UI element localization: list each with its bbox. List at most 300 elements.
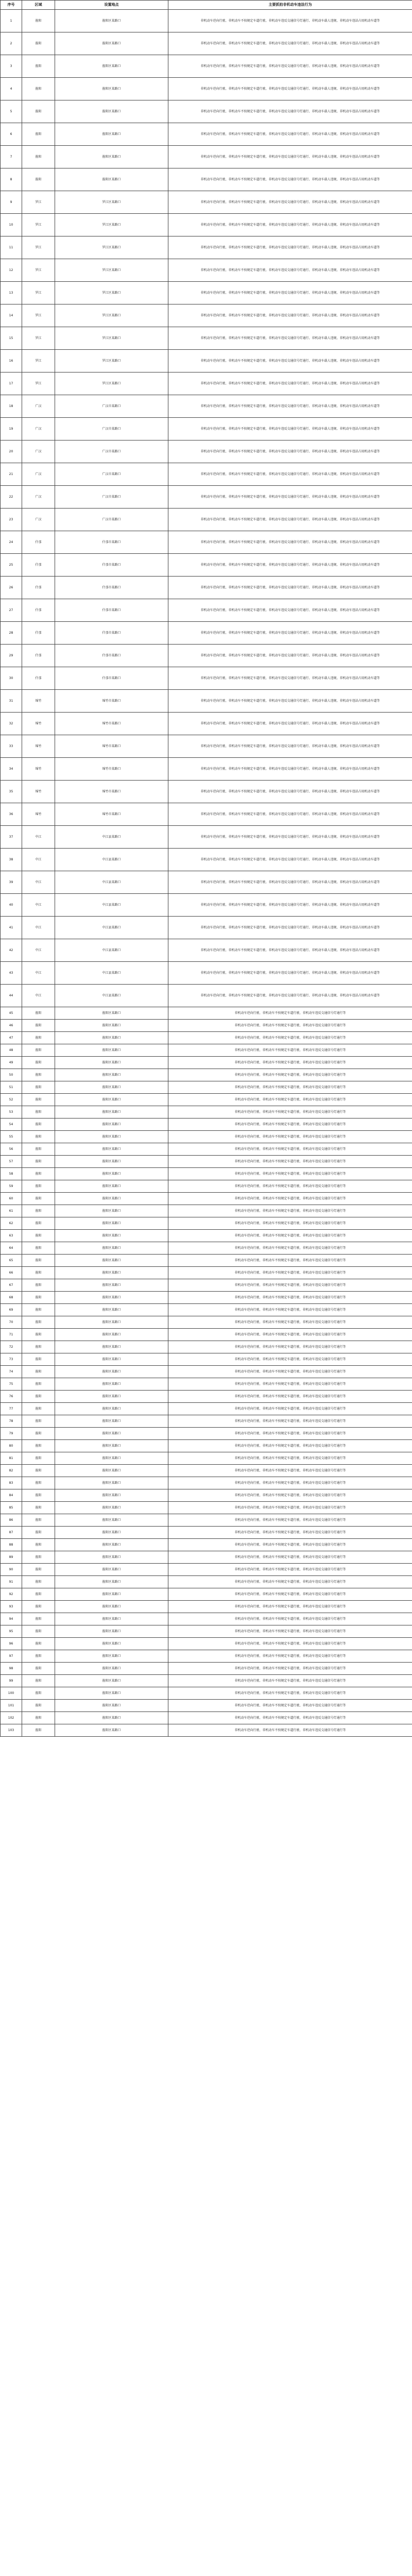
row-number: 99 xyxy=(1,1675,22,1687)
table-row xyxy=(1,1415,412,1428)
row-region: 旌阳 xyxy=(22,1539,55,1551)
row-violations: 非机动车逆向行驶、非机动车不按规定车道行驶、非机动车违反交通信号灯通行等 xyxy=(168,1440,412,1452)
row-location: 罗江区某路口 xyxy=(55,259,168,282)
row-violations: 非机动车逆向行驶、非机动车不按规定车道行驶、非机动车违反交通信号灯通行等 xyxy=(168,1601,412,1613)
row-violations: 非机动车逆向行驶、非机动车不按规定车道行驶、非机动车违反交通信号灯通行、非机动车载人违规、非机动车违法占用机动车道等 xyxy=(168,917,412,939)
row-region: 旌阳 xyxy=(22,1094,55,1106)
row-location: 罗江区某路口 xyxy=(55,372,168,395)
table-row xyxy=(1,1601,412,1613)
table-row xyxy=(1,1539,412,1551)
table-row xyxy=(1,531,412,554)
row-location: 旌阳区某路口 xyxy=(55,1700,168,1712)
row-location: 中江县某路口 xyxy=(55,894,168,917)
row-region: 旌阳 xyxy=(22,1292,55,1304)
table-row xyxy=(1,1255,412,1267)
row-number: 81 xyxy=(1,1452,22,1465)
row-location: 旌阳区某路口 xyxy=(55,1316,168,1329)
row-violations: 非机动车逆向行驶、非机动车不按规定车道行驶、非机动车违反交通信号灯通行、非机动车载人违规、非机动车违法占用机动车道等 xyxy=(168,123,412,146)
row-region: 旌阳 xyxy=(22,1081,55,1094)
row-region: 中江 xyxy=(22,849,55,871)
row-location: 旌阳区某路口 xyxy=(55,1663,168,1675)
row-location: 旌阳区某路口 xyxy=(55,1428,168,1440)
row-violations: 非机动车逆向行驶、非机动车不按规定车道行驶、非机动车违反交通信号灯通行等 xyxy=(168,1650,412,1663)
table-row xyxy=(1,1230,412,1242)
row-number: 14 xyxy=(1,304,22,327)
row-location: 什邡市某路口 xyxy=(55,645,168,667)
table-row xyxy=(1,1514,412,1527)
row-location: 什邡市某路口 xyxy=(55,622,168,645)
row-region: 旌阳 xyxy=(22,1527,55,1539)
row-location: 旌阳区某路口 xyxy=(55,1477,168,1489)
row-location: 旌阳区某路口 xyxy=(55,1156,168,1168)
table-row xyxy=(1,1675,412,1687)
row-violations: 非机动车逆向行驶、非机动车不按规定车道行驶、非机动车违反交通信号灯通行、非机动车载人违规、非机动车违法占用机动车道等 xyxy=(168,191,412,214)
table-row xyxy=(1,645,412,667)
row-location: 旌阳区某路口 xyxy=(55,1217,168,1230)
row-violations: 非机动车逆向行驶、非机动车不按规定车道行驶、非机动车违反交通信号灯通行、非机动车载人违规、非机动车违法占用机动车道等 xyxy=(168,282,412,304)
row-number: 66 xyxy=(1,1267,22,1279)
row-number: 19 xyxy=(1,418,22,440)
row-number: 55 xyxy=(1,1131,22,1143)
row-location: 旌阳区某路口 xyxy=(55,1712,168,1724)
table-row xyxy=(1,1650,412,1663)
row-location: 旌阳区某路口 xyxy=(55,1032,168,1044)
row-violations: 非机动车逆向行驶、非机动车不按规定车道行驶、非机动车违反交通信号灯通行等 xyxy=(168,1428,412,1440)
table-row xyxy=(1,509,412,531)
row-violations: 非机动车逆向行驶、非机动车不按规定车道行驶、非机动车违反交通信号灯通行等 xyxy=(168,1638,412,1650)
row-violations: 非机动车逆向行驶、非机动车不按规定车道行驶、非机动车违反交通信号灯通行等 xyxy=(168,1613,412,1625)
row-violations: 非机动车逆向行驶、非机动车不按规定车道行驶、非机动车违反交通信号灯通行、非机动车载人违规、非机动车违法占用机动车道等 xyxy=(168,577,412,599)
table-row xyxy=(1,1638,412,1650)
row-violations: 非机动车逆向行驶、非机动车不按规定车道行驶、非机动车违反交通信号灯通行等 xyxy=(168,1514,412,1527)
row-number: 98 xyxy=(1,1663,22,1675)
table-row xyxy=(1,1687,412,1700)
row-violations: 非机动车逆向行驶、非机动车不按规定车道行驶、非机动车违反交通信号灯通行等 xyxy=(168,1180,412,1193)
row-number: 83 xyxy=(1,1477,22,1489)
row-location: 旌阳区某路口 xyxy=(55,123,168,146)
row-number: 63 xyxy=(1,1230,22,1242)
row-violations: 非机动车逆向行驶、非机动车不按规定车道行驶、非机动车违反交通信号灯通行、非机动车载人违规、非机动车违法占用机动车道等 xyxy=(168,463,412,486)
table-row xyxy=(1,1551,412,1564)
row-violations: 非机动车逆向行驶、非机动车不按规定车道行驶、非机动车违反交通信号灯通行等 xyxy=(168,1279,412,1292)
row-region: 旌阳 xyxy=(22,1106,55,1118)
row-violations: 非机动车逆向行驶、非机动车不按规定车道行驶、非机动车违反交通信号灯通行、非机动车载人违规、非机动车违法占用机动车道等 xyxy=(168,939,412,962)
row-location: 什邡市某路口 xyxy=(55,554,168,577)
row-location: 旌阳区某路口 xyxy=(55,1007,168,1020)
row-number: 59 xyxy=(1,1180,22,1193)
row-number: 50 xyxy=(1,1069,22,1081)
row-region: 什邡 xyxy=(22,667,55,690)
row-number: 58 xyxy=(1,1168,22,1180)
row-region: 旌阳 xyxy=(22,1724,55,1737)
row-location: 广汉市某路口 xyxy=(55,440,168,463)
table-row xyxy=(1,1292,412,1304)
row-location: 旌阳区某路口 xyxy=(55,1279,168,1292)
row-region: 旌阳 xyxy=(22,1168,55,1180)
row-location: 旌阳区某路口 xyxy=(55,1255,168,1267)
header-region: 区域 xyxy=(22,1,55,10)
table-row xyxy=(1,1143,412,1156)
row-number: 16 xyxy=(1,350,22,372)
row-violations: 非机动车逆向行驶、非机动车不按规定车道行驶、非机动车违反交通信号灯通行等 xyxy=(168,1588,412,1601)
row-violations: 非机动车逆向行驶、非机动车不按规定车道行驶、非机动车违反交通信号灯通行等 xyxy=(168,1094,412,1106)
row-region: 旌阳 xyxy=(22,1514,55,1527)
row-location: 绵竹市某路口 xyxy=(55,690,168,713)
row-location: 旌阳区某路口 xyxy=(55,1353,168,1366)
row-region: 绵竹 xyxy=(22,803,55,826)
row-region: 旌阳 xyxy=(22,55,55,78)
table-row xyxy=(1,1428,412,1440)
table-row xyxy=(1,962,412,985)
row-region: 旌阳 xyxy=(22,1230,55,1242)
row-violations: 非机动车逆向行驶、非机动车不按规定车道行驶、非机动车违反交通信号灯通行、非机动车载人违规、非机动车违法占用机动车道等 xyxy=(168,735,412,758)
row-location: 中江县某路口 xyxy=(55,849,168,871)
row-violations: 非机动车逆向行驶、非机动车不按规定车道行驶、非机动车违反交通信号灯通行等 xyxy=(168,1465,412,1477)
row-violations: 非机动车逆向行驶、非机动车不按规定车道行驶、非机动车违反交通信号灯通行、非机动车载人违规、非机动车违法占用机动车道等 xyxy=(168,962,412,985)
row-location: 旌阳区某路口 xyxy=(55,1057,168,1069)
row-region: 旌阳 xyxy=(22,1069,55,1081)
row-violations: 非机动车逆向行驶、非机动车不按规定车道行驶、非机动车违反交通信号灯通行等 xyxy=(168,1477,412,1489)
table-row xyxy=(1,758,412,781)
row-violations: 非机动车逆向行驶、非机动车不按规定车道行驶、非机动车违反交通信号灯通行、非机动车载人违规、非机动车违法占用机动车道等 xyxy=(168,871,412,894)
row-location: 广汉市某路口 xyxy=(55,509,168,531)
table-row xyxy=(1,1403,412,1415)
row-region: 旌阳 xyxy=(22,1477,55,1489)
row-region: 旌阳 xyxy=(22,1712,55,1724)
row-number: 90 xyxy=(1,1564,22,1576)
row-violations: 非机动车逆向行驶、非机动车不按规定车道行驶、非机动车违反交通信号灯通行等 xyxy=(168,1081,412,1094)
row-number: 18 xyxy=(1,395,22,418)
row-number: 23 xyxy=(1,509,22,531)
row-violations: 非机动车逆向行驶、非机动车不按规定车道行驶、非机动车违反交通信号灯通行等 xyxy=(168,1106,412,1118)
table-row xyxy=(1,1341,412,1353)
row-region: 旌阳 xyxy=(22,1279,55,1292)
row-location: 广汉市某路口 xyxy=(55,463,168,486)
row-violations: 非机动车逆向行驶、非机动车不按规定车道行驶、非机动车违反交通信号灯通行、非机动车载人违规、非机动车违法占用机动车道等 xyxy=(168,486,412,509)
row-region: 旌阳 xyxy=(22,1255,55,1267)
row-violations: 非机动车逆向行驶、非机动车不按规定车道行驶、非机动车违反交通信号灯通行、非机动车载人违规、非机动车违法占用机动车道等 xyxy=(168,214,412,236)
row-number: 41 xyxy=(1,917,22,939)
row-violations: 非机动车逆向行驶、非机动车不按规定车道行驶、非机动车违反交通信号灯通行等 xyxy=(168,1625,412,1638)
table-row xyxy=(1,1576,412,1588)
table-row xyxy=(1,168,412,191)
row-violations: 非机动车逆向行驶、非机动车不按规定车道行驶、非机动车违反交通信号灯通行、非机动车载人违规、非机动车违法占用机动车道等 xyxy=(168,78,412,100)
row-number: 82 xyxy=(1,1465,22,1477)
row-region: 旌阳 xyxy=(22,1502,55,1514)
row-region: 旌阳 xyxy=(22,146,55,168)
row-location: 旌阳区某路口 xyxy=(55,78,168,100)
row-location: 旌阳区某路口 xyxy=(55,32,168,55)
row-location: 罗江区某路口 xyxy=(55,304,168,327)
header-violations: 主要抓拍非机动车违法行为 xyxy=(168,1,412,10)
row-number: 36 xyxy=(1,803,22,826)
table-row xyxy=(1,554,412,577)
row-violations: 非机动车逆向行驶、非机动车不按规定车道行驶、非机动车违反交通信号灯通行等 xyxy=(168,1712,412,1724)
row-violations: 非机动车逆向行驶、非机动车不按规定车道行驶、非机动车违反交通信号灯通行等 xyxy=(168,1378,412,1391)
row-region: 旌阳 xyxy=(22,1131,55,1143)
table-row xyxy=(1,599,412,622)
row-region: 旌阳 xyxy=(22,1551,55,1564)
row-number: 69 xyxy=(1,1304,22,1316)
row-region: 广汉 xyxy=(22,418,55,440)
row-region: 旌阳 xyxy=(22,1613,55,1625)
row-location: 绵竹市某路口 xyxy=(55,713,168,735)
row-violations: 非机动车逆向行驶、非机动车不按规定车道行驶、非机动车违反交通信号灯通行等 xyxy=(168,1069,412,1081)
row-number: 76 xyxy=(1,1391,22,1403)
row-region: 中江 xyxy=(22,939,55,962)
row-violations: 非机动车逆向行驶、非机动车不按规定车道行驶、非机动车违反交通信号灯通行、非机动车载人违规、非机动车违法占用机动车道等 xyxy=(168,599,412,622)
table-row xyxy=(1,985,412,1007)
table-row xyxy=(1,871,412,894)
row-location: 中江县某路口 xyxy=(55,962,168,985)
row-region: 旌阳 xyxy=(22,10,55,32)
row-violations: 非机动车逆向行驶、非机动车不按规定车道行驶、非机动车违反交通信号灯通行等 xyxy=(168,1143,412,1156)
row-number: 6 xyxy=(1,123,22,146)
row-violations: 非机动车逆向行驶、非机动车不按规定车道行驶、非机动车违反交通信号灯通行等 xyxy=(168,1020,412,1032)
row-number: 72 xyxy=(1,1341,22,1353)
row-region: 旌阳 xyxy=(22,1687,55,1700)
row-region: 中江 xyxy=(22,826,55,849)
row-location: 旌阳区某路口 xyxy=(55,1588,168,1601)
row-region: 绵竹 xyxy=(22,758,55,781)
row-number: 21 xyxy=(1,463,22,486)
row-number: 62 xyxy=(1,1217,22,1230)
row-violations: 非机动车逆向行驶、非机动车不按规定车道行驶、非机动车违反交通信号灯通行等 xyxy=(168,1156,412,1168)
row-location: 旌阳区某路口 xyxy=(55,1180,168,1193)
row-violations: 非机动车逆向行驶、非机动车不按规定车道行驶、非机动车违反交通信号灯通行、非机动车载人违规、非机动车违法占用机动车道等 xyxy=(168,803,412,826)
table-row xyxy=(1,1205,412,1217)
row-violations: 非机动车逆向行驶、非机动车不按规定车道行驶、非机动车违反交通信号灯通行、非机动车载人违规、非机动车违法占用机动车道等 xyxy=(168,236,412,259)
table-row xyxy=(1,1588,412,1601)
row-location: 旌阳区某路口 xyxy=(55,1502,168,1514)
row-number: 7 xyxy=(1,146,22,168)
row-violations: 非机动车逆向行驶、非机动车不按规定车道行驶、非机动车违反交通信号灯通行等 xyxy=(168,1564,412,1576)
row-number: 45 xyxy=(1,1007,22,1020)
row-location: 旌阳区某路口 xyxy=(55,1527,168,1539)
row-number: 84 xyxy=(1,1489,22,1502)
table-row xyxy=(1,1489,412,1502)
row-number: 33 xyxy=(1,735,22,758)
row-region: 旌阳 xyxy=(22,32,55,55)
row-violations: 非机动车逆向行驶、非机动车不按规定车道行驶、非机动车违反交通信号灯通行等 xyxy=(168,1341,412,1353)
row-location: 旌阳区某路口 xyxy=(55,1724,168,1737)
row-violations: 非机动车逆向行驶、非机动车不按规定车道行驶、非机动车违反交通信号灯通行、非机动车载人违规、非机动车违法占用机动车道等 xyxy=(168,327,412,350)
table-row xyxy=(1,1057,412,1069)
row-region: 罗江 xyxy=(22,236,55,259)
row-location: 广汉市某路口 xyxy=(55,395,168,418)
table-row xyxy=(1,78,412,100)
row-violations: 非机动车逆向行驶、非机动车不按规定车道行驶、非机动车违反交通信号灯通行等 xyxy=(168,1267,412,1279)
table-row xyxy=(1,123,412,146)
row-number: 103 xyxy=(1,1724,22,1737)
row-violations: 非机动车逆向行驶、非机动车不按规定车道行驶、非机动车违反交通信号灯通行等 xyxy=(168,1675,412,1687)
row-number: 85 xyxy=(1,1502,22,1514)
table-row xyxy=(1,10,412,32)
row-region: 中江 xyxy=(22,871,55,894)
table-row xyxy=(1,1329,412,1341)
row-region: 罗江 xyxy=(22,214,55,236)
row-number: 102 xyxy=(1,1712,22,1724)
row-region: 绵竹 xyxy=(22,781,55,803)
row-location: 旌阳区某路口 xyxy=(55,1143,168,1156)
row-region: 什邡 xyxy=(22,577,55,599)
row-region: 广汉 xyxy=(22,463,55,486)
row-violations: 非机动车逆向行驶、非机动车不按规定车道行驶、非机动车违反交通信号灯通行等 xyxy=(168,1724,412,1737)
table-body xyxy=(1,10,412,1737)
row-violations: 非机动车逆向行驶、非机动车不按规定车道行驶、非机动车违反交通信号灯通行、非机动车载人违规、非机动车违法占用机动车道等 xyxy=(168,645,412,667)
row-number: 30 xyxy=(1,667,22,690)
row-violations: 非机动车逆向行驶、非机动车不按规定车道行驶、非机动车违反交通信号灯通行等 xyxy=(168,1292,412,1304)
row-number: 54 xyxy=(1,1118,22,1131)
row-region: 旌阳 xyxy=(22,1378,55,1391)
row-violations: 非机动车逆向行驶、非机动车不按规定车道行驶、非机动车违反交通信号灯通行、非机动车载人违规、非机动车违法占用机动车道等 xyxy=(168,304,412,327)
header-location: 设置地点 xyxy=(55,1,168,10)
table-row xyxy=(1,781,412,803)
row-number: 9 xyxy=(1,191,22,214)
row-region: 什邡 xyxy=(22,554,55,577)
table-row xyxy=(1,146,412,168)
row-location: 旌阳区某路口 xyxy=(55,1514,168,1527)
table-row xyxy=(1,1156,412,1168)
row-location: 中江县某路口 xyxy=(55,939,168,962)
table-row xyxy=(1,1625,412,1638)
row-violations: 非机动车逆向行驶、非机动车不按规定车道行驶、非机动车违反交通信号灯通行、非机动车载人违规、非机动车违法占用机动车道等 xyxy=(168,531,412,554)
row-region: 中江 xyxy=(22,985,55,1007)
table-row xyxy=(1,735,412,758)
row-number: 73 xyxy=(1,1353,22,1366)
row-region: 绵竹 xyxy=(22,690,55,713)
row-number: 40 xyxy=(1,894,22,917)
row-number: 61 xyxy=(1,1205,22,1217)
row-location: 旌阳区某路口 xyxy=(55,1391,168,1403)
row-region: 广汉 xyxy=(22,440,55,463)
table-row xyxy=(1,486,412,509)
row-location: 广汉市某路口 xyxy=(55,418,168,440)
row-location: 绵竹市某路口 xyxy=(55,735,168,758)
row-number: 1 xyxy=(1,10,22,32)
row-region: 罗江 xyxy=(22,350,55,372)
row-location: 旌阳区某路口 xyxy=(55,1675,168,1687)
row-region: 旌阳 xyxy=(22,1020,55,1032)
row-number: 20 xyxy=(1,440,22,463)
row-location: 中江县某路口 xyxy=(55,985,168,1007)
row-violations: 非机动车逆向行驶、非机动车不按规定车道行驶、非机动车违反交通信号灯通行等 xyxy=(168,1255,412,1267)
row-region: 旌阳 xyxy=(22,1675,55,1687)
table-row xyxy=(1,1081,412,1094)
row-violations: 非机动车逆向行驶、非机动车不按规定车道行驶、非机动车违反交通信号灯通行等 xyxy=(168,1316,412,1329)
row-location: 旌阳区某路口 xyxy=(55,1020,168,1032)
row-location: 罗江区某路口 xyxy=(55,282,168,304)
row-region: 旌阳 xyxy=(22,1242,55,1255)
row-number: 37 xyxy=(1,826,22,849)
row-violations: 非机动车逆向行驶、非机动车不按规定车道行驶、非机动车违反交通信号灯通行、非机动车载人违规、非机动车违法占用机动车道等 xyxy=(168,622,412,645)
row-violations: 非机动车逆向行驶、非机动车不按规定车道行驶、非机动车违反交通信号灯通行、非机动车载人违规、非机动车违法占用机动车道等 xyxy=(168,509,412,531)
row-region: 广汉 xyxy=(22,509,55,531)
row-location: 旌阳区某路口 xyxy=(55,1440,168,1452)
row-region: 罗江 xyxy=(22,259,55,282)
row-number: 67 xyxy=(1,1279,22,1292)
row-violations: 非机动车逆向行驶、非机动车不按规定车道行驶、非机动车违反交通信号灯通行、非机动车载人违规、非机动车违法占用机动车道等 xyxy=(168,985,412,1007)
table-row xyxy=(1,395,412,418)
row-violations: 非机动车逆向行驶、非机动车不按规定车道行驶、非机动车违反交通信号灯通行等 xyxy=(168,1217,412,1230)
row-region: 旌阳 xyxy=(22,1057,55,1069)
row-location: 旌阳区某路口 xyxy=(55,168,168,191)
table-row xyxy=(1,1193,412,1205)
table-row xyxy=(1,826,412,849)
row-region: 旌阳 xyxy=(22,1403,55,1415)
row-region: 广汉 xyxy=(22,395,55,418)
row-region: 什邡 xyxy=(22,622,55,645)
row-number: 75 xyxy=(1,1378,22,1391)
table-row xyxy=(1,259,412,282)
row-number: 5 xyxy=(1,100,22,123)
row-location: 旌阳区某路口 xyxy=(55,1044,168,1057)
row-region: 旌阳 xyxy=(22,78,55,100)
row-violations: 非机动车逆向行驶、非机动车不按规定车道行驶、非机动车违反交通信号灯通行等 xyxy=(168,1168,412,1180)
row-location: 旌阳区某路口 xyxy=(55,1625,168,1638)
row-location: 旌阳区某路口 xyxy=(55,1193,168,1205)
row-location: 旌阳区某路口 xyxy=(55,1452,168,1465)
row-region: 旌阳 xyxy=(22,1118,55,1131)
header-no: 序号 xyxy=(1,1,22,10)
row-number: 70 xyxy=(1,1316,22,1329)
table-row xyxy=(1,282,412,304)
row-violations: 非机动车逆向行驶、非机动车不按规定车道行驶、非机动车违反交通信号灯通行、非机动车载人违规、非机动车违法占用机动车道等 xyxy=(168,781,412,803)
row-region: 旌阳 xyxy=(22,1489,55,1502)
row-location: 旌阳区某路口 xyxy=(55,1465,168,1477)
row-location: 旌阳区某路口 xyxy=(55,1638,168,1650)
row-number: 95 xyxy=(1,1625,22,1638)
row-region: 旌阳 xyxy=(22,1564,55,1576)
row-location: 旌阳区某路口 xyxy=(55,1576,168,1588)
row-violations: 非机动车逆向行驶、非机动车不按规定车道行驶、非机动车违反交通信号灯通行、非机动车载人违规、非机动车违法占用机动车道等 xyxy=(168,372,412,395)
row-violations: 非机动车逆向行驶、非机动车不按规定车道行驶、非机动车违反交通信号灯通行等 xyxy=(168,1700,412,1712)
table-row xyxy=(1,1465,412,1477)
row-violations: 非机动车逆向行驶、非机动车不按规定车道行驶、非机动车违反交通信号灯通行、非机动车载人违规、非机动车违法占用机动车道等 xyxy=(168,440,412,463)
row-region: 旌阳 xyxy=(22,168,55,191)
row-region: 罗江 xyxy=(22,191,55,214)
row-location: 旌阳区某路口 xyxy=(55,1069,168,1081)
row-location: 旌阳区某路口 xyxy=(55,1094,168,1106)
table-row xyxy=(1,1069,412,1081)
row-location: 旌阳区某路口 xyxy=(55,1292,168,1304)
row-region: 旌阳 xyxy=(22,1663,55,1675)
table-row xyxy=(1,1217,412,1230)
row-number: 94 xyxy=(1,1613,22,1625)
table-header-row xyxy=(1,1,412,10)
table-row xyxy=(1,32,412,55)
table-row xyxy=(1,1391,412,1403)
row-region: 旌阳 xyxy=(22,1353,55,1366)
row-violations: 非机动车逆向行驶、非机动车不按规定车道行驶、非机动车违反交通信号灯通行等 xyxy=(168,1403,412,1415)
table-row xyxy=(1,327,412,350)
table-row xyxy=(1,1440,412,1452)
table-row xyxy=(1,1366,412,1378)
table-row xyxy=(1,1527,412,1539)
row-number: 60 xyxy=(1,1193,22,1205)
row-violations: 非机动车逆向行驶、非机动车不按规定车道行驶、非机动车违反交通信号灯通行等 xyxy=(168,1032,412,1044)
row-region: 旌阳 xyxy=(22,1625,55,1638)
row-number: 53 xyxy=(1,1106,22,1118)
row-number: 64 xyxy=(1,1242,22,1255)
row-region: 旌阳 xyxy=(22,1217,55,1230)
row-number: 31 xyxy=(1,690,22,713)
row-location: 旌阳区某路口 xyxy=(55,1378,168,1391)
row-region: 罗江 xyxy=(22,282,55,304)
row-location: 罗江区某路口 xyxy=(55,191,168,214)
row-region: 旌阳 xyxy=(22,1391,55,1403)
row-number: 38 xyxy=(1,849,22,871)
